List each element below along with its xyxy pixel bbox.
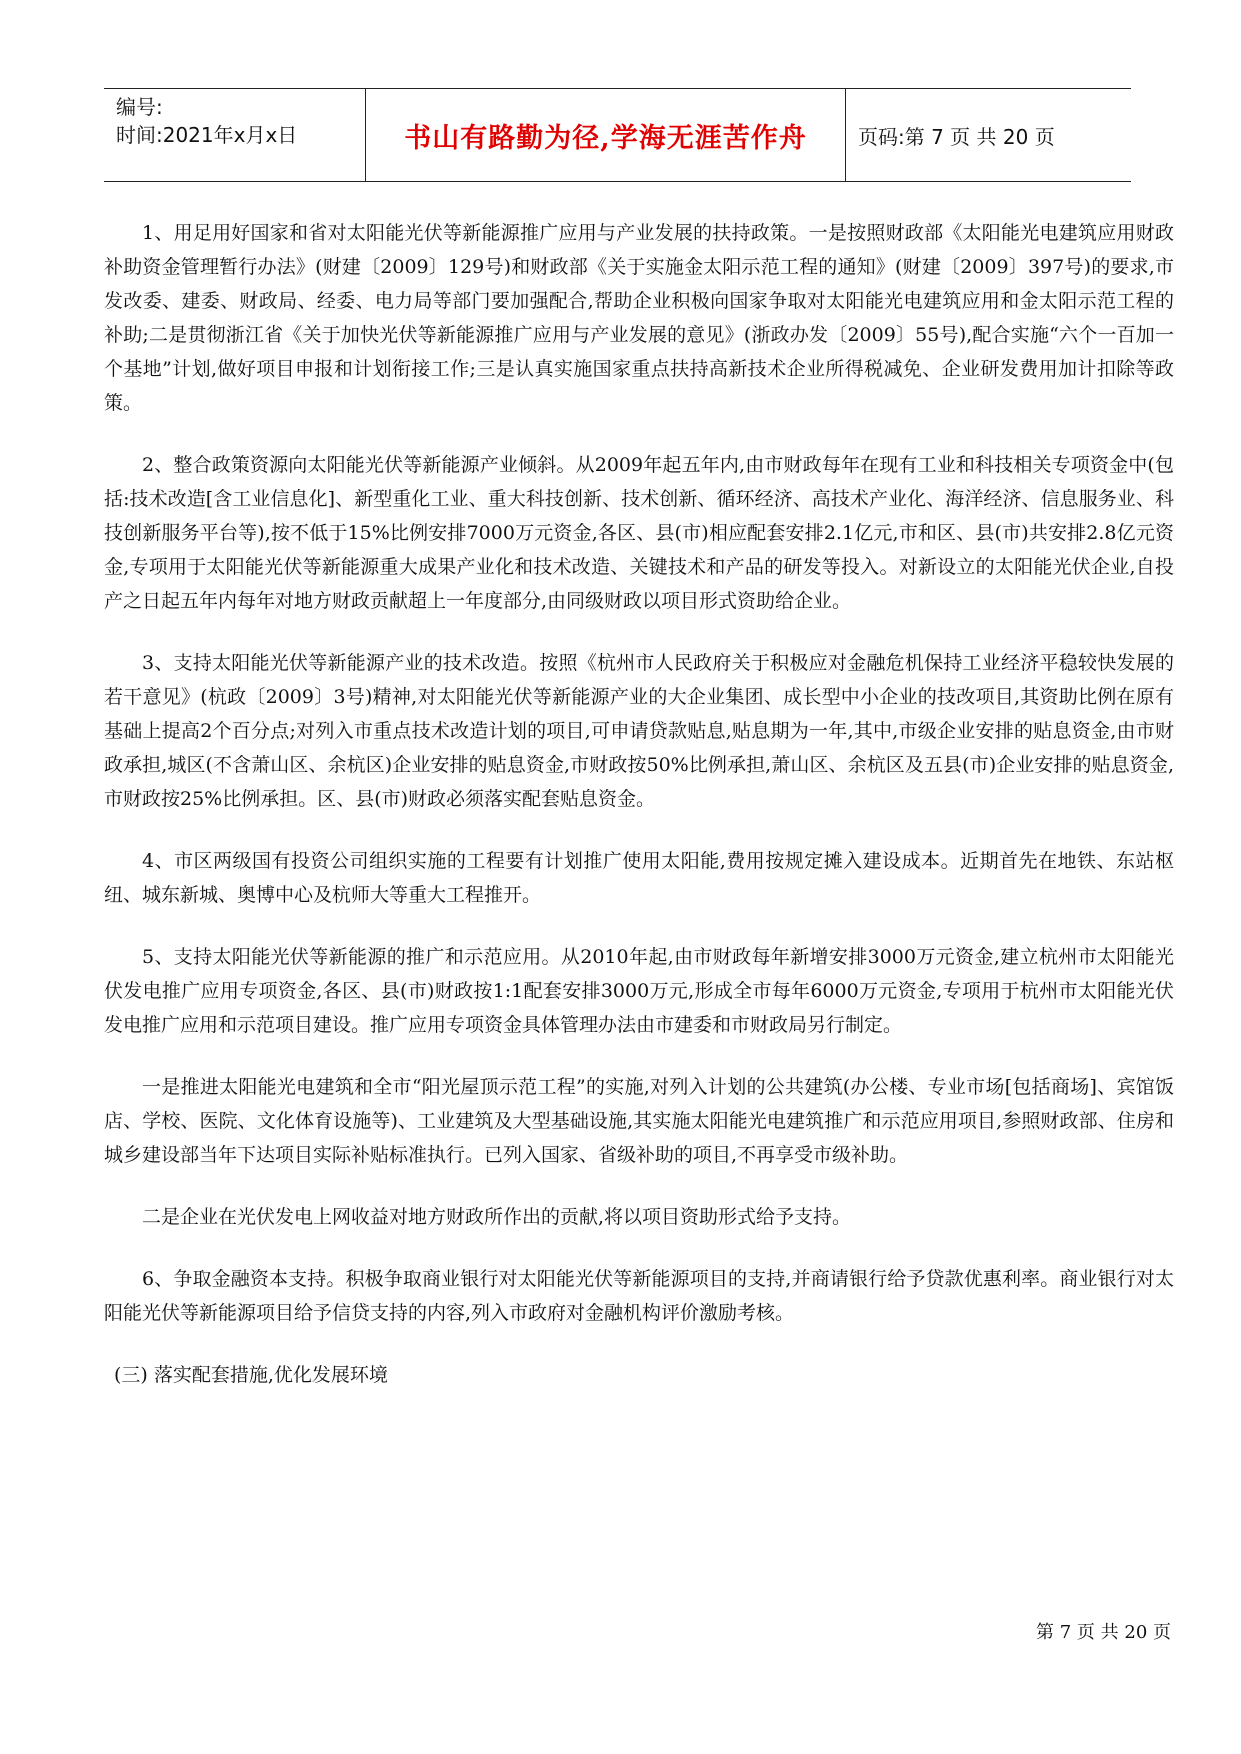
paragraph-finance: 6、争取金融资本支持。积极争取商业银行对太阳能光伏等新能源项目的支持,并商请银行给予贷款优惠利率。商业银行对太阳能光伏等新能源项目给予信贷支持的内容,列入市政府对金融机构评价激励考核。 — [104, 1268, 1174, 1324]
paragraph-solar-roof: 一是推进太阳能光电建筑和全市“阳光屋顶示范工程”的实施,对列入计划的公共建筑(办公楼、专业市场[包括商场]、宾馆饭店、学校、医院、文化体育设施等)、工业建筑及大型基础设施,其实施太阳能光电建筑推广和示范应用项目,参照财政部、住房和城乡建设部当年下达项目实际补贴标准执行。已列入国家、省级补助的项目,不再享受市级补助。 — [104, 1076, 1174, 1166]
document-body — [104, 216, 1174, 1420]
document-header — [104, 88, 1131, 182]
header-page-info: 页码:第 7 页 共 20 页 — [858, 124, 1055, 149]
header-meta — [104, 89, 366, 181]
header-motto: 书山有路勤为径,学海无涯苦作舟 — [366, 89, 846, 181]
paragraph-grid-revenue: 二是企业在光伏发电上网收益对地方财政所作出的贡献,将以项目资助形式给予支持。 — [142, 1206, 852, 1228]
paragraph-state-investment: 4、市区两级国有投资公司组织实施的工程要有计划推广使用太阳能,费用按规定摊入建设成本。近期首先在地铁、东站枢纽、城东新城、奥博中心及杭师大等重大工程推开。 — [104, 850, 1174, 906]
document-time-label: 时间:2021年x月x日 — [116, 123, 298, 147]
document-number-label: 编号: — [116, 95, 163, 119]
paragraph-policy-support: 1、用足用好国家和省对太阳能光伏等新能源推广应用与产业发展的扶持政策。一是按照财政部《太阳能光电建筑应用财政补助资金管理暂行办法》(财建〔2009〕129号)和财政部《关于实施金太阳示范工程的通知》(财建〔2009〕397号)的要求,市发改委、建委、财政局、经委、电力局等部门要加强配合,帮助企业积极向国家争取对太阳能光电建筑应用和金太阳示范工程的补助;二是贯彻浙江省《关于加快光伏等新能源推广应用与产业发展的意见》(浙政办发〔2009〕55号),配合实施“六个一百加一个基地”计划,做好项目申报和计划衔接工作;三是认真实施国家重点扶持高新技术企业所得税减免、企业研发费用加计扣除等政策。 — [104, 222, 1174, 414]
page-footer: 第 7 页 共 20 页 — [1036, 1622, 1171, 1643]
paragraph-demonstration: 5、支持太阳能光伏等新能源的推广和示范应用。从2010年起,由市财政每年新增安排3000万元资金,建立杭州市太阳能光伏发电推广应用专项资金,各区、县(市)财政按1:1配套安排3000万元,形成全市每年6000万元资金,专项用于杭州市太阳能光伏发电推广应用和示范项目建设。推广应用专项资金具体管理办法由市建委和市财政局另行制定。 — [104, 946, 1174, 1036]
section-heading: (三) 落实配套措施,优化发展环境 — [114, 1364, 388, 1386]
paragraph-tech-upgrade: 3、支持太阳能光伏等新能源产业的技术改造。按照《杭州市人民政府关于积极应对金融危机保持工业经济平稳较快发展的若干意见》(杭政〔2009〕3号)精神,对太阳能光伏等新能源产业的大企业集团、成长型中小企业的技改项目,其资助比例在原有基础上提高2个百分点;对列入市重点技术改造计划的项目,可申请贷款贴息,贴息期为一年,其中,市级企业安排的贴息资金,由市财政承担,城区(不含萧山区、余杭区)企业安排的贴息资金,市财政按50%比例承担,萧山区、余杭区及五县(市)企业安排的贴息资金,市财政按25%比例承担。区、县(市)财政必须落实配套贴息资金。 — [104, 652, 1174, 810]
paragraph-policy-resources: 2、整合政策资源向太阳能光伏等新能源产业倾斜。从2009年起五年内,由市财政每年在现有工业和科技相关专项资金中(包括:技术改造[含工业信息化]、新型重化工业、重大科技创新、技术创新、循环经济、高技术产业化、海洋经济、信息服务业、科技创新服务平台等),按不低于15%比例安排7000万元资金,各区、县(市)相应配套安排2.1亿元,市和区、县(市)共安排2.8亿元资金,专项用于太阳能光伏等新能源重大成果产业化和技术改造、关键技术和产品的研发等投入。对新设立的太阳能光伏企业,自投产之日起五年内每年对地方财政贡献超上一年度部分,由同级财政以项目形式资助给企业。 — [104, 454, 1174, 612]
